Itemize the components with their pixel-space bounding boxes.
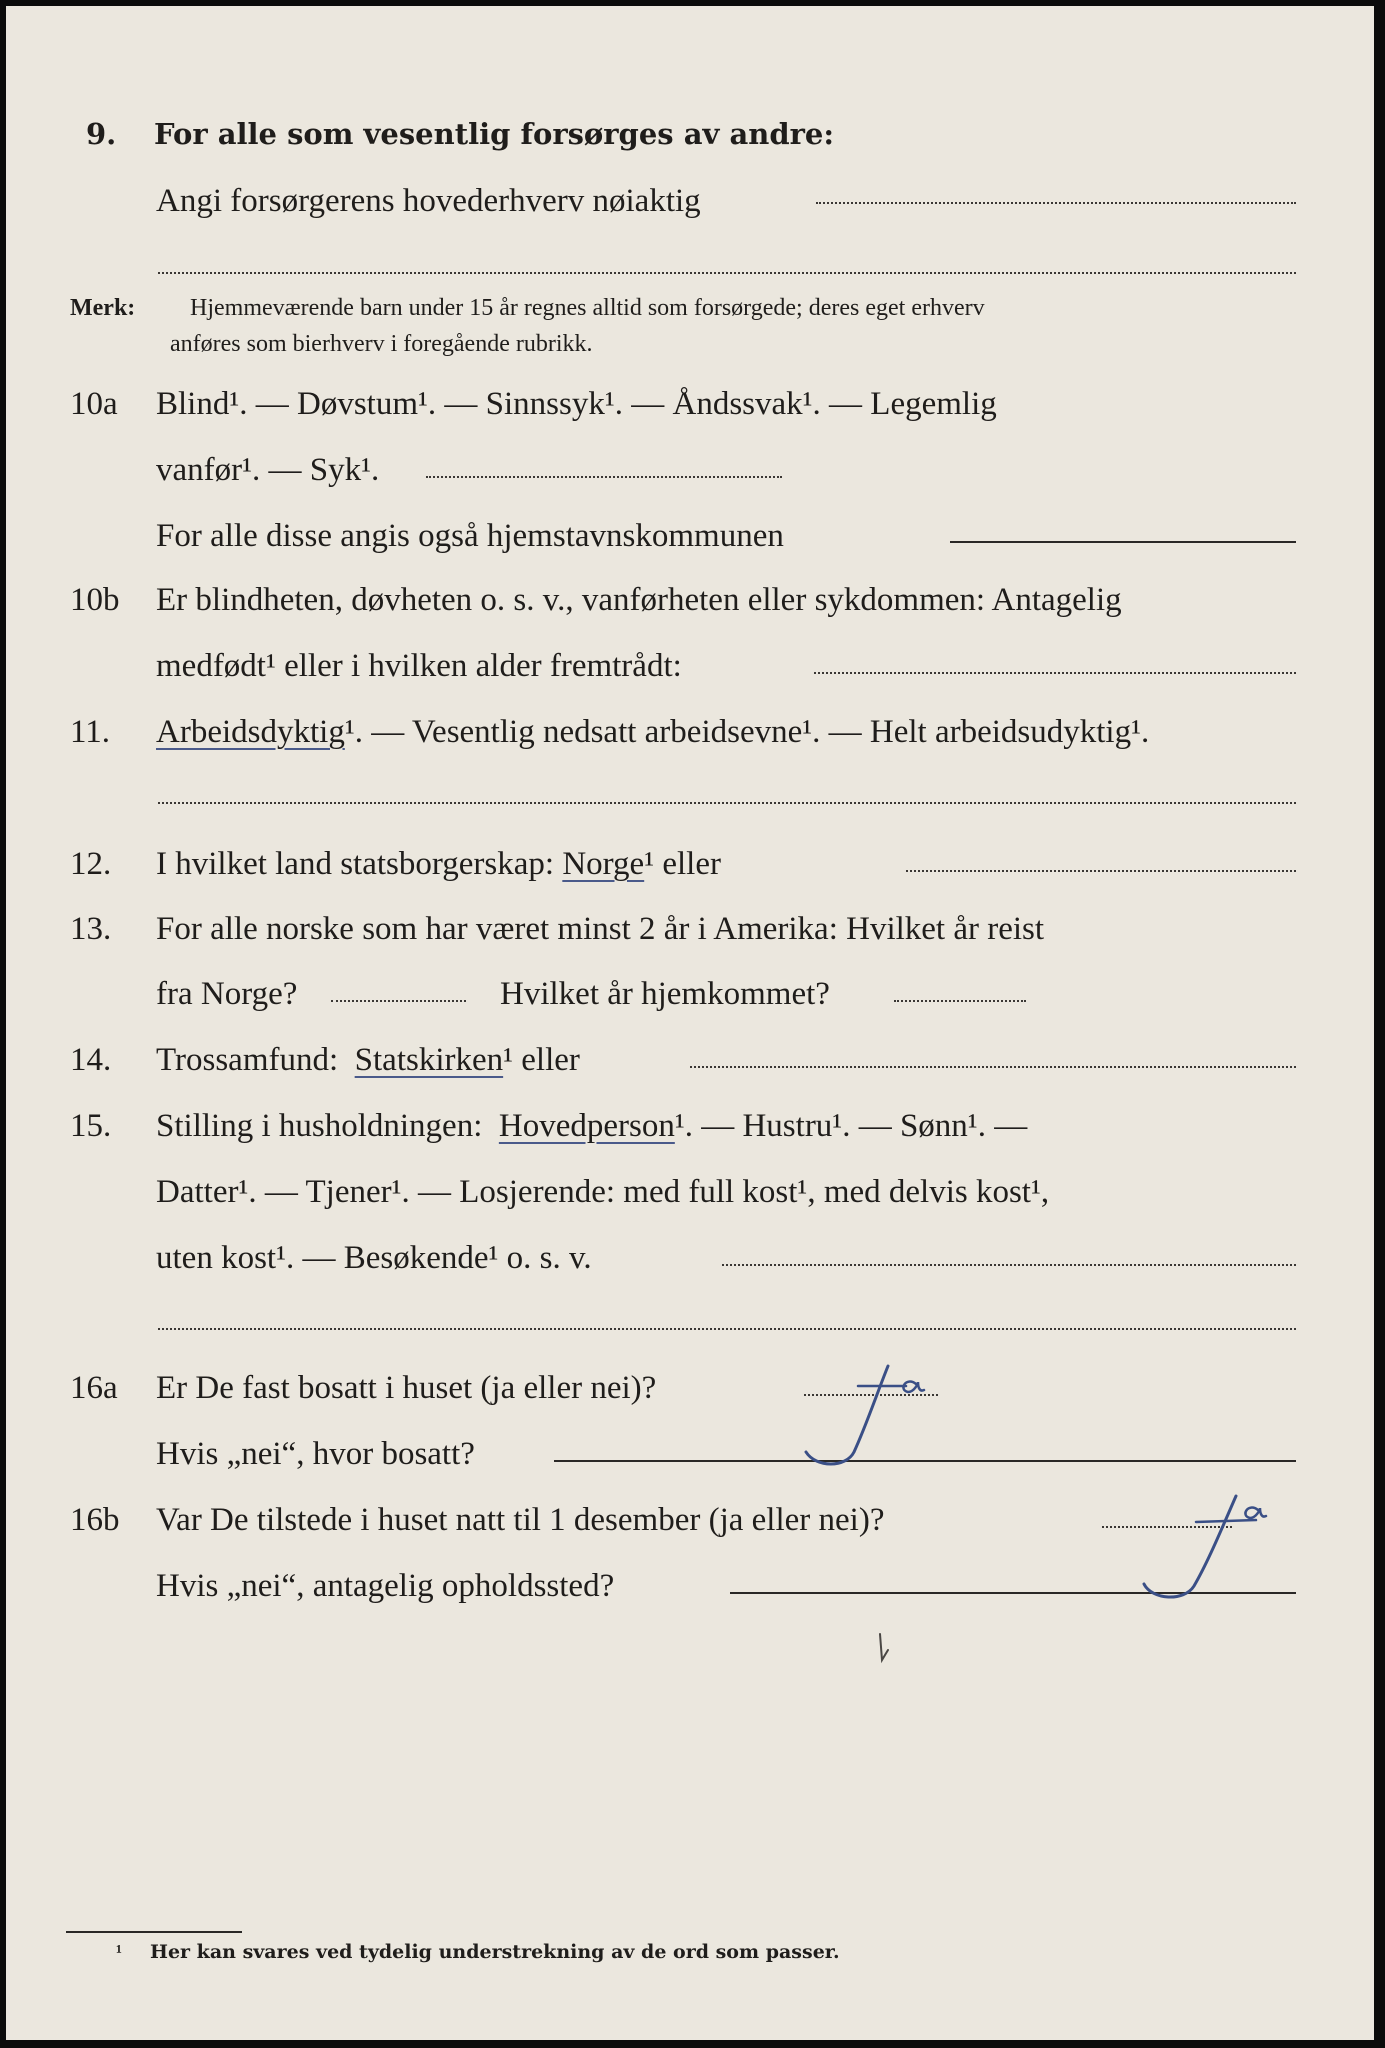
q9-second-answer-line[interactable] <box>158 272 1296 274</box>
q14-underlined: Statskirken <box>354 1042 504 1078</box>
q15-answer-line[interactable] <box>722 1264 1296 1266</box>
q9-title: For alle som vesentlig forsørges av andre: <box>154 117 835 151</box>
q13-reist-line[interactable] <box>331 1000 466 1002</box>
q14-before: Trossamfund: <box>156 1042 339 1078</box>
q15-line1-underlined: Hovedperson <box>498 1108 675 1144</box>
q16a-number: 16a <box>70 1370 118 1406</box>
q15-line3: uten kost¹. — Besøkende¹ o. s. v. <box>156 1240 592 1276</box>
q12-underlined: Norge <box>562 846 645 882</box>
q13-hjem-line[interactable] <box>894 1000 1026 1002</box>
q16a-handwritten-answer <box>766 1356 946 1476</box>
q15-line1-before: Stilling i husholdningen: <box>156 1108 483 1144</box>
q16a-line1: Er De fast bosatt i huset (ja eller nei)? <box>156 1370 657 1406</box>
footnote-separator <box>66 1931 242 1933</box>
merk-line2: anføres som bierhverv i foregående rubrikk. <box>170 331 593 357</box>
q15-line1-after: ¹. — Hustru¹. — Sønn¹. — <box>674 1108 1028 1144</box>
q10b-answer-line[interactable] <box>814 672 1296 674</box>
q15-line1 <box>156 1106 1027 1146</box>
q13-number: 13. <box>70 911 112 947</box>
q14-answer-line[interactable] <box>690 1066 1296 1068</box>
q12-answer-line[interactable] <box>906 870 1296 872</box>
q14-number: 14. <box>70 1042 112 1078</box>
q11-rest: ¹. — Vesentlig nedsatt arbeidsevne¹. — Helt arbeidsudyktig¹. <box>344 714 1150 750</box>
q12-before: I hvilket land statsborgerskap: <box>156 846 555 882</box>
q16b-line2: Hvis „nei“, antagelig opholdssted? <box>156 1568 615 1604</box>
footnote-mark: ¹ <box>116 1941 122 1963</box>
q9-line: Angi forsørgerens hovederhverv nøiaktig <box>156 183 701 219</box>
q13-line2b: Hvilket år hjemkommet? <box>500 976 830 1012</box>
q15-second-answer-line[interactable] <box>158 1328 1296 1330</box>
q11-underlined: Arbeidsdyktig <box>156 714 345 750</box>
pencil-tick-mark <box>874 1630 894 1670</box>
q10a-line2: vanfør¹. — Syk¹. <box>156 452 380 488</box>
q13-line1: For alle norske som har været minst 2 år i Amerika: Hvilket år reist <box>156 911 1045 947</box>
q16b-line1: Var De tilstede i huset natt til 1 desember (ja eller nei)? <box>156 1502 885 1538</box>
q10a-number: 10a <box>70 386 118 422</box>
q16b-handwritten-answer <box>1086 1488 1286 1608</box>
q10b-number: 10b <box>70 582 120 618</box>
q9-number: 9. <box>86 117 117 151</box>
q12-after: ¹ eller <box>644 846 721 882</box>
footnote-text: Her kan svares ved tydelig understrekning av de ord som passer. <box>150 1941 840 1963</box>
q10a-line1: Blind¹. — Døvstum¹. — Sinnssyk¹. — Åndssvak¹. — Legemlig <box>156 386 997 422</box>
q10b-line1: Er blindheten, døvheten o. s. v., vanførheten eller sykdommen: Antagelig <box>156 582 1122 618</box>
q16b-number: 16b <box>70 1502 120 1538</box>
q16a-line2: Hvis „nei“, hvor bosatt? <box>156 1436 475 1472</box>
q15-number: 15. <box>70 1108 112 1144</box>
q11-line <box>156 712 1149 752</box>
q9-answer-line[interactable] <box>816 202 1296 204</box>
census-form-page <box>6 6 1374 2040</box>
q11-number: 11. <box>70 714 111 750</box>
q11-answer-line[interactable] <box>158 802 1296 804</box>
merk-line1: Hjemmeværende barn under 15 år regnes alltid som forsørgede; deres eget erhverv <box>190 295 985 321</box>
q10a-kommune-line[interactable] <box>950 541 1296 543</box>
q12-line <box>156 844 721 884</box>
q10a-syk-line[interactable] <box>426 476 782 478</box>
q12-number: 12. <box>70 846 112 882</box>
merk-label: Merk: <box>70 295 136 321</box>
q14-after: ¹ eller <box>503 1042 580 1078</box>
q10b-line2: medfødt¹ eller i hvilken alder fremtrådt: <box>156 648 682 684</box>
q10a-line3: For alle disse angis også hjemstavnskommunen <box>156 518 784 554</box>
q14-line <box>156 1040 580 1080</box>
q13-line2a: fra Norge? <box>156 976 298 1012</box>
q15-line2: Datter¹. — Tjener¹. — Losjerende: med full kost¹, med delvis kost¹, <box>156 1174 1050 1210</box>
